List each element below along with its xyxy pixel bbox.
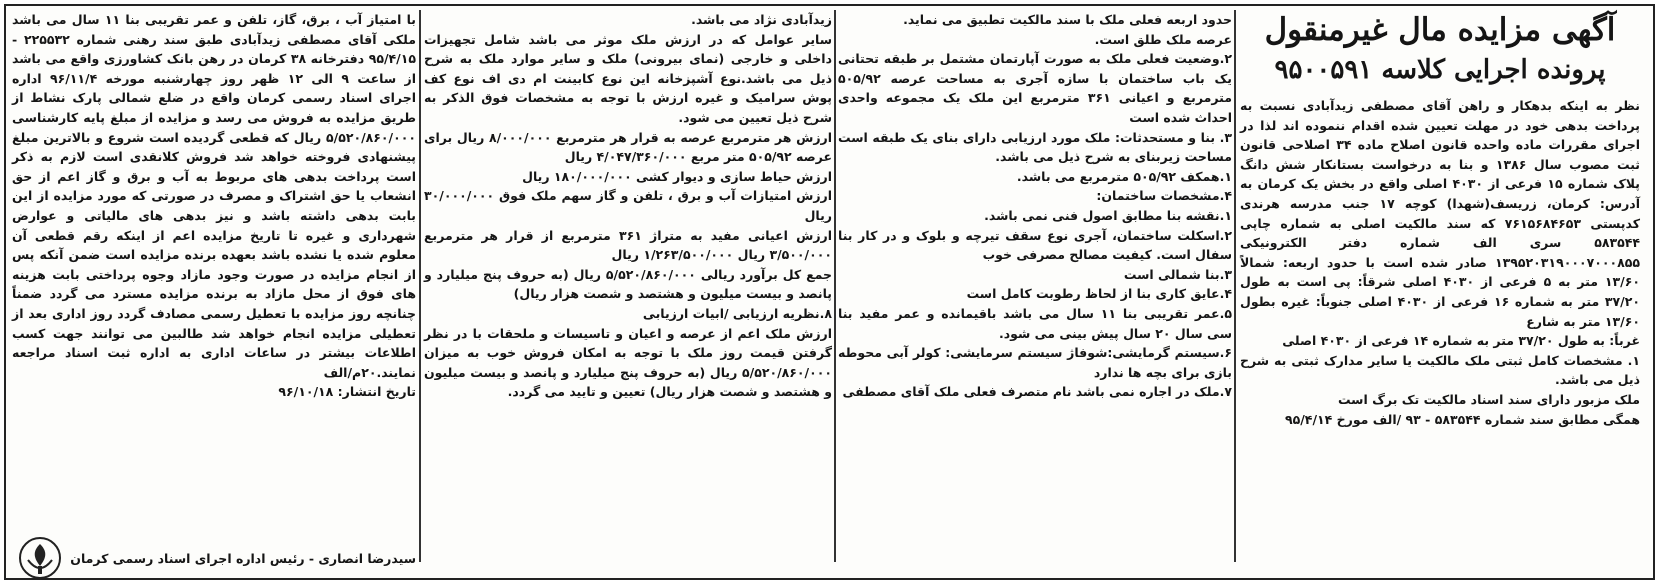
case-number: پرونده اجرایی کلاسه ۹۵۰۰۵۹۱ [1274, 55, 1606, 85]
paragraph: غرباً: به طول ۳۷/۲۰ متر به شماره ۱۴ فرعی از ۴۰۳۰ اصلی [1282, 333, 1640, 349]
paragraph: ۱.همکف ۵۰۵/۹۲ مترمربع می باشد. [1016, 168, 1232, 184]
paragraph: زیدآبادی نژاد می باشد. [691, 12, 832, 27]
paragraph: نظر به اینکه بدهکار و راهن آقای مصطفی زیدآبادی نسبت به پرداخت بدهی خود در مهلت تعیین شده اقدام ننموده اند لذا در اجرای مقررات ماده واحده قانون اصلاح ماده ۳۴ اصلاحی قانون ثبت مصوب سال ۱۳۸۶ و بنا به درخواست بستانکار شش دانگ پلاک شماره ۱۵ فرعی از ۴۰۳۰ اصلی واقع در بخش یک کرمان به آدرس: کرمان، زریسف(شهدا) کوچه ۱۷ جنب مدرسه هرندی کدپستی ۷۶۱۵۶۸۴۶۵۳ که سند مالکیت اصلی به شماره چاپی ۵۸۳۵۴۴ سری الف شماره دفتر الکترونیکی ۱۳۹۵۲۰۳۱۹۰۰۰۷۰۰۰۸۵۵ صادر شده است با حدود اربعه: شمالاً ۱۳/۶۰ متر به ۵ فرعی از ۴۰۳۰ اصلی شرقاً: پی است به طول ۳۷/۲۰ متر به شماره ۱۶ فرعی از ۴۰۳۰ اصلی جنوباً: غیره بطول ۱۳/۶۰ متر به شارع [1240, 98, 1641, 329]
paragraph: ۵.عمر تقریبی بنا ۱۱ سال می باشد باقیمانده و عمر مفید بنا سی سال ۲۰ سال پیش بینی می شود. [838, 305, 1232, 341]
paragraph: سایر عوامل که در ارزش ملک موثر می باشد شامل تجهیزات داخلی و خارجی (نمای بیرونی) ملک و سایر موارد ملک به شرح ذیل می باشد.نوع آشپزخانه این نوع کابینت ام دی اف نوع کف پوش سرامیک و غیره ارزش با توجه به مشخصات فوق الذکر به شرح ذیل تعیین می شود. [424, 31, 832, 125]
paragraph: ملک مزبور دارای سند اسناد مالکیت تک برگ است [1337, 391, 1640, 407]
column-divider [419, 10, 421, 562]
paragraph: ۷.ملک در اجاره نمی باشد نام متصرف فعلی ملک آقای مصطفی [842, 384, 1232, 400]
paragraph: ۲.وضعیت فعلی ملک به صورت آپارتمان مشتمل بر طبقه تحتانی یک باب ساختمان با سازه آجری به مساحت عرصه ۵۰۵/۹۲ مترمربع و اعیانی ۳۶۱ مترمربع این ملک یک مجموعه واحدی احداث شده است [838, 51, 1232, 125]
publish-date: تاریخ انتشار: ۹۶/۱۰/۱۸ [278, 384, 416, 400]
paragraph: ۳. بنا و مستحدثات: ملک مورد ارزیابی دارای بنای یک طبقه است مساحت زیربنای به شرح ذیل می باشد. [838, 129, 1232, 165]
paragraph: ۸.نظریه ارزیابی /ابیات ارزیابی [642, 305, 832, 321]
paragraph: ۱.نقشه بنا مطابق اصول فنی نمی باشد. [984, 207, 1232, 223]
paragraph: ارزش ملک اعم از عرصه و اعیان و تاسیسات و ملحقات با در نظر گرفتن قیمت روز ملک با توجه به امکان فروش خوب به میزان ۵/۵۲۰/۸۶۰/۰۰۰ ریال (به حروف پنج میلیارد و پانصد و بیست میلیون و هشتصد و شصت هزار ریال) تعیین و تایید می گردد. [424, 325, 832, 400]
column-2 [838, 10, 1232, 402]
paragraph: ارزش حیاط سازی و دیوار کشی ۱۸۰/۰۰۰/۰۰۰ ریال [522, 168, 832, 184]
paragraph: ۶.سیستم گرمایشی:شوفاژ سیستم سرمایشی: کولر آبی محوطه بازی برای بچه ها ندارد [838, 345, 1232, 380]
paragraph: ارزش هر مترمربع عرصه به قرار هر مترمربع ۸/۰۰۰/۰۰۰ ریال برای عرصه ۵۰۵/۹۲ متر مربع ۴/۰۴۷/۳۶۰/۰۰۰ ریال [424, 129, 833, 165]
paragraph: با امتیاز آب ، برق، گاز، تلفن و عمر تقریبی بنا ۱۱ سال می باشد ملکی آقای مصطفی زیدآبادی طبق سند رهنی شماره ۲۲۵۵۳۲ - ۹۵/۴/۱۵ دفترخانه ۳۸ کرمان در رهن بانک کشاورزی واقع می باشد از ساعت ۹ الی ۱۲ ظهر روز چهارشنبه مورخه ۹۶/۱۱/۴ اداره اجرای اسناد رسمی کرمان واقع در ضلع شمالی پارک نشاط از طریق مزایده به فروش می رسد و مزایده از مبلغ پایه کارشناسی ۵/۵۲۰/۸۶۰/۰۰۰ ریال که قطعی گردیده است شروع و بالاترین مبلغ پیشنهادی فروخته خواهد شد فروش کلانقدی است لازم به ذکر است پرداخت بدهی های مربوط به آب و برق و گاز اعم از حق انشعاب یا حق اشتراک و مصرف در صورتی که مورد مزایده از این بابت بدهی داشته باشد و نیز بدهی های مالیاتی و عوارض شهرداری و غیره تا تاریخ مزایده اعم از اینکه رقم قطعی آن معلوم شده یا نشده باشد بعهده برنده مزایده است ضمن آنکه پس از انجام مزایده در صورت وجود مازاد وجوه پرداختی بابت هزینه های فوق از محل مازاد به برنده مزایده مسترد می گردد ضمناً چنانچه روز مزایده با تعطیل رسمی مصادف گردد روز اداری بعد از تعطیلی مزایده انجام خواهد شد طالبین می توانند جهت کسب اطلاعات بیشتر در ساعات اداری به اداره ثبت اسناد مراجعه نمایند.۲۰م/الف [12, 12, 416, 380]
column-divider [1234, 10, 1236, 562]
paragraph: حدود اربعه فعلی ملک با سند مالکیت تطبیق می نماید. [903, 12, 1232, 27]
paragraph: ۳.بنا شمالی است [1123, 266, 1232, 282]
paragraph: عرصه ملک طلق است. [1094, 31, 1232, 47]
paragraph: ارزش اعیانی مفید به متراژ ۳۶۱ مترمربع از قرار هر مترمربع ۳/۵۰۰/۰۰۰ ریال ۱/۲۶۳/۵۰۰/۰۰۰ ریال [424, 227, 833, 263]
column-4 [12, 10, 416, 402]
paragraph: ارزش امتیازات آب و برق ، تلفن و گاز سهم ملک فوق ۳۰/۰۰۰/۰۰۰ ریال [424, 188, 832, 223]
signature-text: سیدرضا انصاری - رئیس اداره اجرای اسناد رسمی کرمان [70, 550, 416, 566]
emblem-icon [18, 536, 62, 580]
ad-title: آگهی مزایده مال غیرمنقول [1264, 12, 1616, 48]
paragraph: ۴.مشخصات ساختمان: [1096, 188, 1232, 204]
column-3 [424, 10, 832, 402]
signature-block [12, 536, 416, 580]
column-1 [1240, 10, 1640, 429]
paragraph: ۴.عایق کاری بنا از لحاظ رطوبت کامل است [966, 286, 1232, 302]
paragraph: ۱. مشخصات کامل ثبتی ملک مالکیت یا سایر مدارک ثبتی به شرح ذیل می باشد. [1240, 352, 1640, 388]
column-divider [834, 10, 836, 562]
paragraph: ۲.اسکلت ساختمان، آجری نوع سقف تیرچه و بلوک و در کار بنا سفال است. کیفیت مصالح مصرفی خوب [838, 227, 1232, 263]
paragraph: همگی مطابق سند شماره ۵۸۳۵۴۴ - ۹۳ /الف مورخ ۹۵/۴/۱۴ [1284, 411, 1640, 427]
paragraph: جمع کل برآورد ریالی ۵/۵۲۰/۸۶۰/۰۰۰ ریال (به حروف پنج میلیارد و پانصد و بیست میلیون و هشتصد و شصت هزار ریال) [424, 266, 832, 302]
